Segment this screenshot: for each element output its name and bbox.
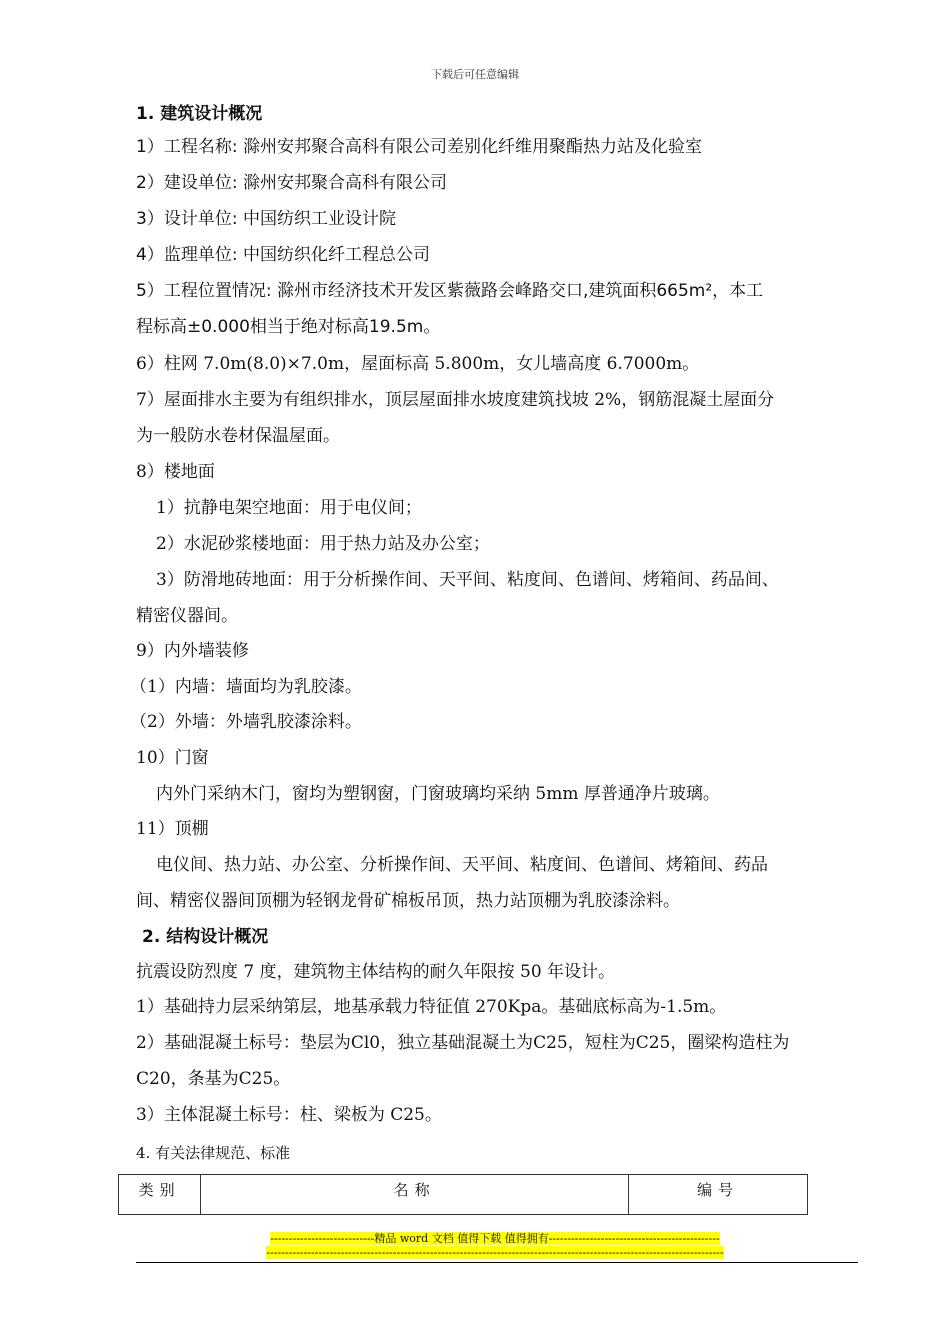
text-line: 8）楼地面 <box>136 462 215 482</box>
col-category: 类别 <box>119 1175 201 1215</box>
text-line: 9）内外墙装修 <box>136 641 249 661</box>
footer-line-1: ----------------------------精品 word 文档 值得下载 值得拥有---------------------------------------------- <box>270 1232 720 1245</box>
text-line: 3）防滑地砖地面：用于分析操作间、天平间、粘度间、色谱间、烤箱间、药品间、 <box>156 570 779 590</box>
text-line: 抗震设防烈度 7 度，建筑物主体结构的耐久年限按 50 年设计。 <box>136 962 616 982</box>
text-line: （1）内墙：墙面均为乳胶漆。 <box>130 677 362 697</box>
table-header-row <box>119 1175 808 1215</box>
text-line: 1. 建筑设计概况 <box>136 104 263 124</box>
text-line: 2）基础混凝土标号：垫层为Cl0，独立基础混凝土为C25，短柱为C25，圈梁构造柱为 <box>136 1033 790 1053</box>
text-line: 7）屋面排水主要为有组织排水，顶层屋面排水坡度建筑找坡 2%，钢筋混凝土屋面分 <box>136 390 775 410</box>
text-line: C20，条基为C25。 <box>136 1069 291 1089</box>
text-line: 4）监理单位: 中国纺织化纤工程总公司 <box>136 245 430 265</box>
text-line: 2）水泥砂浆楼地面：用于热力站及办公室； <box>156 534 490 554</box>
text-line: 5）工程位置情况: 滁州市经济技术开发区紫薇路会峰路交口,建筑面积665m²，本工 <box>136 281 764 301</box>
col-code: 编号 <box>628 1175 807 1215</box>
text-line: 精密仪器间。 <box>136 606 238 626</box>
standards-table <box>118 1174 808 1215</box>
text-line: 10）门窗 <box>136 748 209 768</box>
text-line: 电仪间、热力站、办公室、分析操作间、天平间、粘度间、色谱间、烤箱间、药品 <box>156 855 768 875</box>
text-line: 6）柱网 7.0m(8.0)×7.0m，屋面标高 5.800m，女儿墙高度 6.7000m。 <box>136 354 700 374</box>
text-line: 2）建设单位: 滁州安邦聚合高科有限公司 <box>136 173 447 193</box>
text-line: （2）外墙：外墙乳胶漆涂料。 <box>130 712 362 732</box>
text-line: 为一般防水卷材保温屋面。 <box>136 426 340 446</box>
footer-rule <box>136 1262 858 1263</box>
text-line: 间、精密仪器间顶棚为轻钢龙骨矿棉板吊顶，热力站顶棚为乳胶漆涂料。 <box>136 891 680 911</box>
text-line: 3）主体混凝土标号：柱、梁板为 C25。 <box>136 1105 442 1125</box>
text-line: 1）抗静电架空地面：用于电仪间； <box>156 498 422 518</box>
text-line: 11）顶棚 <box>136 819 209 839</box>
page-header: 下载后可任意编辑 <box>431 68 519 81</box>
text-line: 1）工程名称: 滁州安邦聚合高科有限公司差别化纤维用聚酯热力站及化验室 <box>136 137 702 157</box>
text-line: 1）基础持力层采纳第层，地基承载力特征值 270Kpa。基础底标高为-1.5m。 <box>136 997 727 1017</box>
text-line: 内外门采纳木门，窗均为塑钢窗，门窗玻璃均采纳 5mm 厚普通净片玻璃。 <box>156 784 720 804</box>
text-line: 程标高±0.000相当于绝对标高19.5m。 <box>136 317 441 337</box>
text-line: 3）设计单位: 中国纺织工业设计院 <box>136 209 396 229</box>
text-line: 2. 结构设计概况 <box>142 927 269 947</box>
col-name: 名称 <box>201 1175 629 1215</box>
text-line: 4. 有关法律规范、标准 <box>136 1144 291 1162</box>
footer-line-2: --------------------------------------------------------------------------------------------------------------------------- <box>266 1246 724 1259</box>
